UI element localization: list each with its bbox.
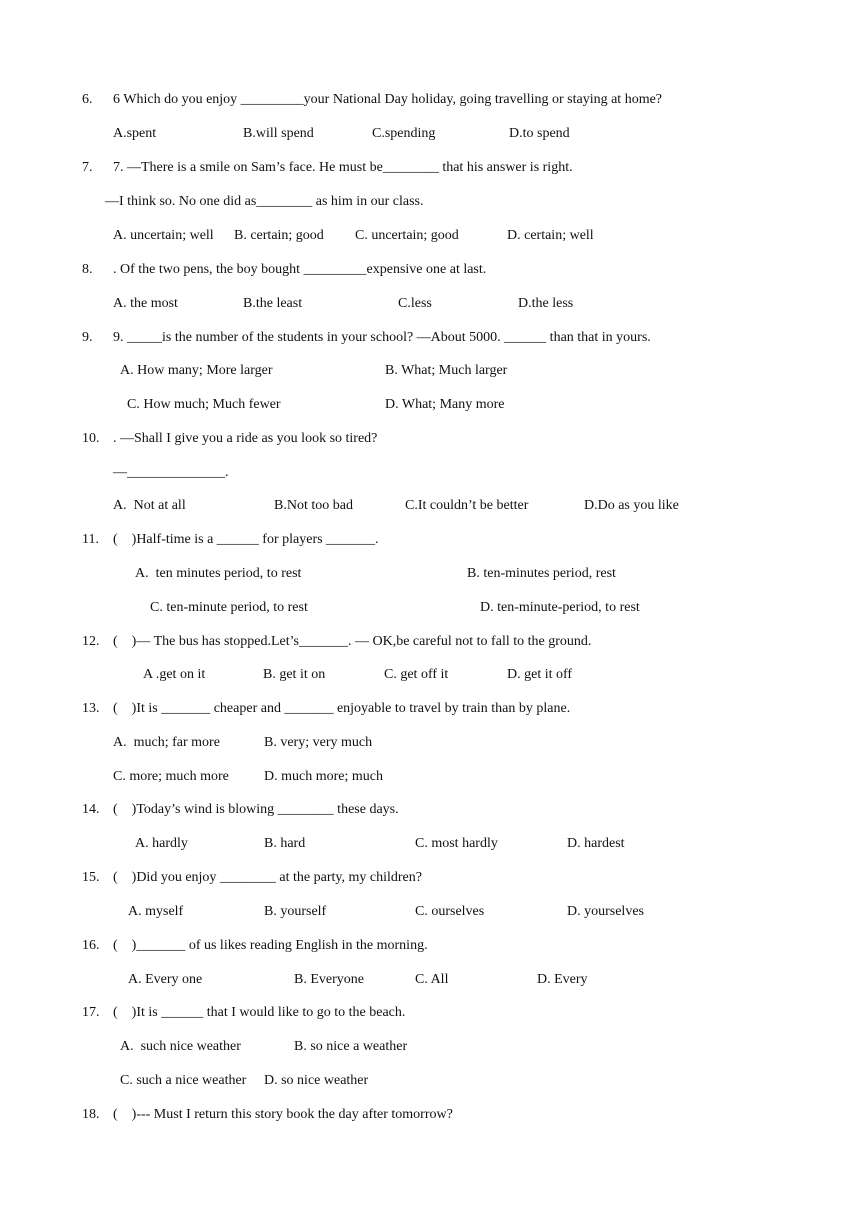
option-b: B. ten-minutes period, rest (467, 566, 616, 581)
option-b: B. so nice a weather (294, 1039, 408, 1054)
option-b: B. What; Much larger (385, 363, 508, 378)
option-c: C. All (415, 972, 449, 987)
option-c: C. get off it (384, 667, 449, 682)
option-c: C. ourselves (415, 904, 485, 919)
option-d: D. What; Many more (385, 397, 505, 412)
question-stem: ( )Did you enjoy ________ at the party, my children? (113, 870, 422, 885)
question-stem: ( )It is _______ cheaper and _______ enjoyable to travel by train than by plane. (113, 701, 571, 716)
option-a: A. much; far more (113, 735, 220, 750)
option-b: B.the least (243, 296, 303, 311)
option-d: D. yourselves (567, 904, 644, 919)
option-a: A. myself (128, 904, 184, 919)
question-number: 8. (82, 262, 93, 277)
option-d: D. hardest (567, 836, 625, 851)
option-b: B. Everyone (294, 972, 364, 987)
option-c: C. How much; Much fewer (127, 397, 281, 412)
question-stem: . —Shall I give you a ride as you look so tired? (113, 431, 378, 446)
question-stem: ( )It is ______ that I would like to go to the beach. (113, 1005, 406, 1020)
option-b: B.will spend (243, 126, 314, 141)
option-d: D.to spend (509, 126, 570, 141)
question-stem: . Of the two pens, the boy bought _________expensive one at last. (113, 262, 487, 277)
question-stem: ( )--- Must I return this story book the day after tomorrow? (113, 1107, 453, 1122)
question-number: 13. (82, 701, 100, 716)
option-c: C. uncertain; good (355, 228, 459, 243)
option-b: B. very; very much (264, 735, 373, 750)
question-number: 14. (82, 802, 100, 817)
question-number: 10. (82, 431, 100, 446)
question-stem: 9. _____is the number of the students in your school? —About 5000. ______ than that in yours. (113, 330, 651, 345)
question-number: 7. (82, 160, 93, 175)
option-d: D. certain; well (507, 228, 594, 243)
option-a: A. Not at all (113, 498, 186, 513)
option-d: D.Do as you like (584, 498, 679, 513)
question-stem: 7. —There is a smile on Sam’s face. He must be________ that his answer is right. (113, 160, 573, 175)
option-c: C. most hardly (415, 836, 498, 851)
option-d: D.the less (518, 296, 574, 311)
option-c: C. ten-minute period, to rest (150, 600, 308, 615)
question-stem: ( )Half-time is a ______ for players _______. (113, 532, 379, 547)
question-stem: ( )_______ of us likes reading English in the morning. (113, 938, 428, 953)
option-b: B. get it on (263, 667, 326, 682)
question-stem-continued: —______________. (113, 465, 229, 480)
question-number: 15. (82, 870, 100, 885)
option-c: C. such a nice weather (120, 1073, 247, 1088)
question-number: 6. (82, 92, 93, 107)
question-number: 17. (82, 1005, 100, 1020)
question-stem: ( )— The bus has stopped.Let’s_______. — OK,be careful not to fall to the ground. (113, 634, 592, 649)
option-a: A. hardly (135, 836, 188, 851)
option-a: A.spent (113, 126, 157, 141)
question-number: 18. (82, 1107, 100, 1122)
option-c: C. more; much more (113, 769, 229, 784)
question-stem-continued: —I think so. No one did as________ as him in our class. (105, 194, 424, 209)
option-d: D. Every (537, 972, 588, 987)
option-b: B.Not too bad (274, 498, 353, 513)
option-b: B. yourself (264, 904, 327, 919)
option-a: A. uncertain; well (113, 228, 214, 243)
option-b: B. hard (264, 836, 306, 851)
option-a: A .get on it (143, 667, 206, 682)
option-d: D. ten-minute-period, to rest (480, 600, 640, 615)
question-number: 9. (82, 330, 93, 345)
option-d: D. get it off (507, 667, 573, 682)
option-a: A. such nice weather (120, 1039, 241, 1054)
option-c: C.It couldn’t be better (405, 498, 529, 513)
option-a: A. the most (113, 296, 178, 311)
option-a: A. ten minutes period, to rest (135, 566, 302, 581)
option-a: A. Every one (128, 972, 203, 987)
option-a: A. How many; More larger (120, 363, 273, 378)
question-number: 11. (82, 532, 99, 547)
option-d: D. so nice weather (264, 1073, 369, 1088)
option-b: B. certain; good (234, 228, 324, 243)
question-stem: ( )Today’s wind is blowing ________ these days. (113, 802, 399, 817)
question-number: 12. (82, 634, 100, 649)
option-d: D. much more; much (264, 769, 383, 784)
option-c: C.spending (372, 126, 436, 141)
option-c: C.less (398, 296, 432, 311)
question-number: 16. (82, 938, 100, 953)
question-stem: 6 Which do you enjoy _________your National Day holiday, going travelling or staying at home? (113, 92, 663, 107)
